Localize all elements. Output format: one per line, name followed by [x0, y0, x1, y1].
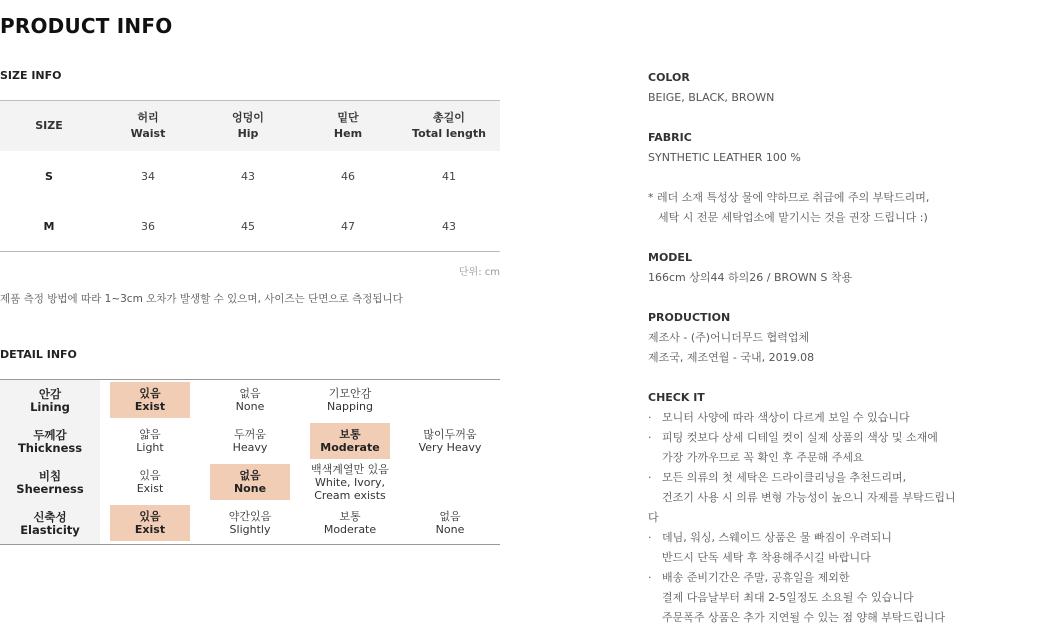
label-ko: 비침 — [38, 468, 62, 483]
bullet: · — [648, 411, 652, 424]
option-en-2: Cream exists — [314, 488, 386, 502]
option-ko: 많이두꺼움 — [423, 428, 477, 441]
check-line: 배송 준비기간은 주말, 공휴일을 제외한 — [662, 571, 850, 584]
size-label: M — [0, 201, 98, 252]
option-ko: 보통 — [339, 428, 361, 441]
option-en: Light — [136, 441, 164, 454]
option-en: Exist — [134, 400, 166, 413]
check-it-list — [648, 408, 956, 628]
detail-row-sheerness — [0, 462, 500, 503]
header-label-en: Hem — [333, 127, 363, 140]
detail-label — [0, 503, 100, 544]
bullet: · — [648, 531, 652, 544]
size-table-header — [0, 101, 500, 152]
option-en: Exist — [134, 523, 166, 536]
option-en: Very Heavy — [418, 441, 482, 454]
total-length-value: 43 — [398, 201, 500, 252]
hip-header — [198, 101, 298, 152]
option-en: Heavy — [232, 441, 268, 454]
detail-option — [110, 464, 190, 500]
option-en: Moderate — [320, 441, 380, 454]
detail-option-selected — [210, 464, 290, 500]
option-en: Napping — [327, 400, 373, 413]
option-en: None — [435, 523, 465, 536]
size-header — [0, 101, 98, 152]
option-ko: 기모안감 — [328, 387, 372, 400]
option-ko: 없음 — [439, 510, 461, 523]
label-ko: 신축성 — [33, 509, 67, 524]
model-value: 166cm 상의44 하의26 / BROWN S 착용 — [648, 271, 853, 284]
bullet: · — [648, 571, 652, 584]
hem-value: 46 — [341, 169, 355, 183]
option-en: None — [233, 482, 267, 495]
check-line: 피팅 컷보다 상세 디테일 컷이 실제 상품의 색상 및 소재에 — [662, 431, 938, 444]
header-label-en: Waist — [130, 127, 166, 140]
care-note — [648, 188, 929, 228]
detail-option — [410, 505, 490, 541]
fabric-section — [648, 128, 801, 168]
production-title: PRODUCTION — [648, 311, 731, 324]
option-ko: 있음 — [139, 469, 161, 482]
label-en: Thickness — [17, 440, 83, 455]
label-en: Elasticity — [20, 522, 80, 537]
detail-option-selected — [310, 423, 390, 459]
header-label-ko: 밑단 — [337, 111, 359, 124]
bullet: · — [648, 471, 652, 484]
list-item — [648, 428, 956, 468]
hem-header — [298, 101, 398, 152]
fabric-value: SYNTHETIC LEATHER 100 % — [648, 151, 801, 164]
check-line: 건조기 사용 시 의류 변형 가능성이 높으니 자제를 부탁드립니 — [662, 491, 956, 504]
hem-value: 47 — [298, 201, 398, 252]
detail-table — [0, 379, 500, 545]
detail-option — [210, 382, 290, 418]
option-en: Slightly — [229, 523, 271, 536]
option-ko: 두꺼움 — [234, 428, 266, 441]
option-ko: 얇음 — [139, 428, 161, 441]
option-ko: 약간있음 — [228, 510, 272, 523]
check-line-wrap: 다 — [648, 511, 659, 524]
page-title: PRODUCT INFO — [0, 14, 173, 38]
detail-option — [410, 423, 490, 459]
detail-option — [210, 423, 290, 459]
check-it-section — [648, 388, 956, 628]
option-ko: 있음 — [139, 387, 161, 400]
bullet: · — [648, 431, 652, 444]
header-label-ko: 엉덩이 — [232, 111, 264, 124]
model-section — [648, 248, 852, 288]
detail-row-thickness — [0, 421, 500, 462]
label-ko: 안감 — [38, 386, 62, 401]
label-ko: 두께감 — [33, 427, 67, 442]
detail-option — [310, 382, 390, 418]
option-en: White, Ivory, — [315, 475, 385, 489]
option-ko: 보통 — [339, 510, 361, 523]
detail-label — [0, 421, 100, 462]
header-label-ko: 허리 — [137, 111, 159, 124]
model-title: MODEL — [648, 251, 692, 264]
check-line: 결제 다음날부터 최대 2-5일정도 소요될 수 있습니다 — [662, 591, 914, 604]
check-line: 반드시 단독 세탁 후 착용해주시길 바랍니다 — [662, 551, 871, 564]
label-en: Sheerness — [16, 481, 84, 496]
detail-row-elasticity — [0, 503, 500, 544]
detail-option-selected — [110, 382, 190, 418]
detail-label — [0, 380, 100, 421]
option-ko: 백색계열만 있음 — [311, 462, 389, 476]
option-en: None — [235, 400, 265, 413]
list-item — [648, 528, 956, 568]
check-line: 모든 의류의 첫 세탁은 드라이클리닝을 추천드리며, — [662, 471, 907, 484]
total-length-header — [398, 101, 500, 152]
check-line: 모니터 사양에 따라 색상이 다르게 보일 수 있습니다 — [662, 411, 910, 424]
table-row — [0, 201, 500, 252]
header-label-en: Hip — [237, 127, 259, 140]
detail-info-title: DETAIL INFO — [0, 348, 77, 361]
unit-note: 단위: cm — [458, 267, 500, 278]
hip-value: 45 — [198, 201, 298, 252]
detail-option-selected — [110, 505, 190, 541]
option-en: Exist — [136, 482, 164, 495]
option-ko: 없음 — [239, 387, 261, 400]
care-note-line: * 레더 소재 특성상 물에 약하므로 취급에 주의 부탁드리며, — [648, 191, 930, 204]
color-value: BEIGE, BLACK, BROWN — [648, 91, 775, 104]
production-section — [648, 308, 814, 368]
waist-value: 36 — [98, 201, 198, 252]
option-en: Moderate — [323, 523, 377, 536]
detail-option — [210, 505, 290, 541]
hip-value: 43 — [241, 169, 255, 183]
fabric-title: FABRIC — [648, 131, 692, 144]
check-line: 주문폭주 상품은 추가 지연될 수 있는 점 양해 부탁드립니다 — [662, 611, 945, 624]
list-item — [648, 568, 956, 628]
detail-option — [110, 423, 190, 459]
check-it-title: CHECK IT — [648, 391, 705, 404]
option-ko: 없음 — [239, 469, 261, 482]
check-line: 가장 가까우므로 꼭 확인 후 주문해 주세요 — [662, 451, 864, 464]
care-note-line: 세탁 시 전문 세탁업소에 맡기시는 것을 권장 드립니다 :) — [658, 211, 928, 224]
production-line: 제조국, 제조연월 - 국내, 2019.08 — [648, 351, 815, 364]
size-info-title: SIZE INFO — [0, 69, 62, 82]
size-table — [0, 100, 500, 252]
production-line: 제조사 - (주)어니더무드 협력업체 — [648, 331, 810, 344]
detail-option — [300, 464, 400, 500]
waist-value: 34 — [141, 169, 155, 183]
option-ko: 있음 — [139, 510, 161, 523]
label-en: Lining — [30, 399, 70, 414]
header-label-en: Total length — [412, 127, 486, 140]
detail-option — [310, 505, 390, 541]
header-label-ko: 총길이 — [433, 111, 465, 124]
table-row — [0, 151, 500, 201]
total-length-value: 41 — [442, 169, 456, 183]
measurement-note: 제품 측정 방법에 따라 1~3cm 오차가 발생할 수 있으며, 사이즈는 단면으로 측정됩니다 — [0, 293, 403, 305]
check-line: 데님, 워싱, 스웨이드 상품은 물 빠짐이 우려되니 — [662, 531, 892, 544]
list-item — [648, 408, 956, 428]
color-section — [648, 68, 774, 108]
list-item — [648, 468, 956, 528]
size-label: S — [45, 169, 53, 183]
header-label: SIZE — [35, 119, 63, 132]
detail-row-lining — [0, 380, 500, 421]
detail-label — [0, 462, 100, 503]
waist-header — [98, 101, 198, 152]
color-title: COLOR — [648, 71, 690, 84]
